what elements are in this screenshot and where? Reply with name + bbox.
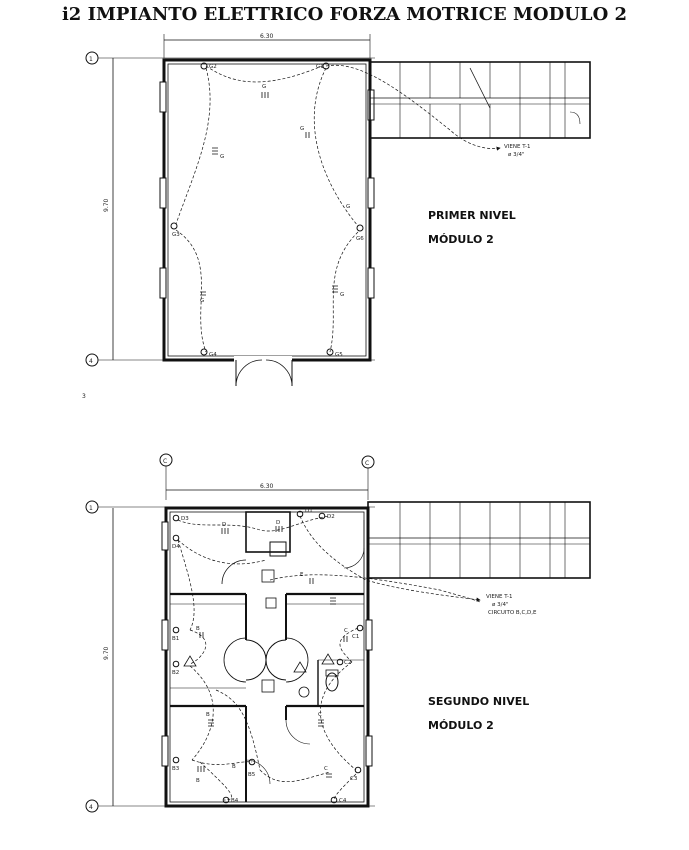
l2-grid-right: C bbox=[365, 460, 370, 467]
l1-feed-label: VIENE T-1 bbox=[504, 144, 531, 150]
l2-height-dim: 9.70 bbox=[103, 646, 110, 660]
l2-width-dim: 6.30 bbox=[260, 483, 274, 490]
l2-circuit: C bbox=[318, 712, 322, 718]
l2-outlet: B1 bbox=[172, 636, 180, 642]
l2-circuit: B bbox=[196, 626, 200, 632]
sheet-title: i2 IMPIANTO ELETTRICO FORZA MOTRICE MODULO 2 bbox=[61, 4, 628, 25]
l2-outlet: C1 bbox=[352, 634, 360, 640]
l2-circuit: E bbox=[300, 572, 304, 578]
l1-outlet: G5 bbox=[335, 352, 343, 358]
l2-feed-label: VIENE T-1 bbox=[486, 594, 513, 600]
l2-outlet: D2 bbox=[327, 514, 335, 520]
level2-plan bbox=[86, 454, 590, 812]
l2-module-name: MÓDULO 2 bbox=[428, 719, 494, 732]
l1-height-dim: 9.70 bbox=[103, 198, 110, 212]
l2-circuit: C bbox=[324, 766, 328, 772]
l2-pipe-label: ø 3/4" bbox=[492, 602, 509, 608]
l1-outlet: G1 bbox=[316, 64, 324, 70]
l1-width-dim: 6.30 bbox=[260, 33, 274, 40]
level1-texts bbox=[82, 33, 531, 400]
l2-outlet: D1 bbox=[305, 508, 313, 514]
l2-outlet: B4 bbox=[231, 798, 239, 804]
l2-level-name: SEGUNDO NIVEL bbox=[428, 695, 530, 708]
l1-outlet: G6 bbox=[356, 236, 364, 242]
l2-circuit: B bbox=[196, 778, 200, 784]
l1-grid-top: 1 bbox=[89, 56, 93, 63]
l2-circuit: D bbox=[276, 520, 281, 526]
l1-circuit: G bbox=[340, 292, 345, 298]
l1-grid-bottom: 4 bbox=[89, 358, 93, 365]
l2-outlet: C3 bbox=[350, 776, 358, 782]
l1-circuit: G bbox=[220, 154, 225, 160]
l2-outlet: B3 bbox=[172, 766, 180, 772]
l2-outlet: D3 bbox=[181, 516, 189, 522]
l2-outlet: C4 bbox=[339, 798, 347, 804]
l1-pipe-label: ø 3/4" bbox=[508, 152, 525, 158]
l2-circuit: B bbox=[232, 764, 236, 770]
l2-circuit: C bbox=[344, 628, 348, 634]
l2-grid-top: 1 bbox=[89, 505, 93, 512]
page-mark: 3 bbox=[82, 393, 86, 400]
l2-outlet: B2 bbox=[172, 670, 180, 676]
l2-outlet: B5 bbox=[248, 772, 256, 778]
l1-outlet: G4 bbox=[209, 352, 217, 358]
l2-circuit-note: CIRCUITO B,C,D,E bbox=[488, 610, 537, 616]
l1-level-name: PRIMER NIVEL bbox=[428, 209, 516, 222]
l2-grid-bottom: 4 bbox=[89, 804, 93, 811]
l1-outlet: G2 bbox=[209, 64, 217, 70]
l2-outlet: C2 bbox=[344, 660, 352, 666]
l1-circuit: G bbox=[200, 298, 205, 304]
l2-circuit: B bbox=[206, 712, 210, 718]
l1-outlet: G3 bbox=[172, 232, 180, 238]
l1-circuit: G bbox=[262, 84, 267, 90]
l1-module-name: MÓDULO 2 bbox=[428, 233, 494, 246]
l1-circuit: G bbox=[300, 126, 305, 132]
l2-outlet: D4 bbox=[172, 544, 180, 550]
l2-grid-left: C bbox=[163, 458, 168, 465]
level2-texts bbox=[89, 458, 537, 811]
l1-circuit: G bbox=[346, 204, 351, 210]
l2-circuit: D bbox=[222, 522, 227, 528]
